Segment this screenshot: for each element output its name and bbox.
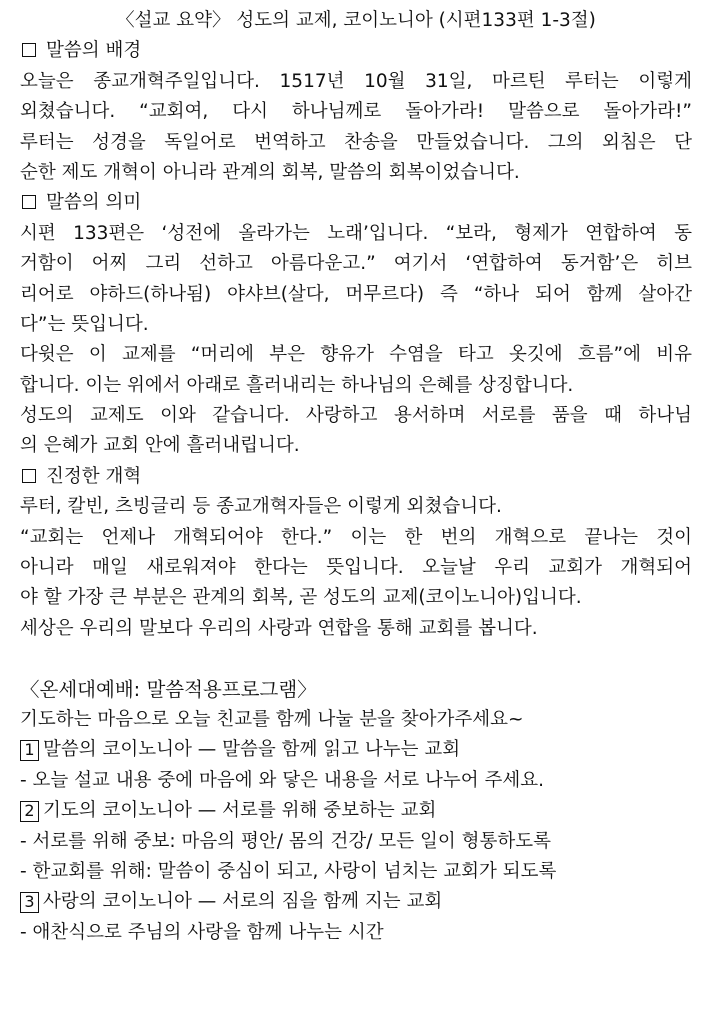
section-heading-label: 말씀의 배경 [46,40,142,62]
paragraph-line: 루터는 성경을 독일어로 번역하고 찬송을 만들었습니다. 그의 외침은 단 [20,131,692,153]
paragraph-line: 성도의 교제도 이와 같습니다. 사랑하고 용서하며 서로를 품을 때 하나님 [20,405,692,427]
program-item-label: 기도의 코이노니아 — 서로를 위해 중보하는 교회 [43,800,437,822]
paragraph-line: 시편 133편은 ‘성전에 올라가는 노래’입니다. “보라, 형제가 연합하여 동 [20,222,692,244]
paragraph-line: 순한 제도 개혁이 아니라 관계의 회복, 말씀의 회복이었습니다. [20,161,520,183]
section-heading-reformation [20,462,692,492]
program-item-label: 사랑의 코이노니아 — 서로의 짐을 함께 지는 교회 [43,891,443,913]
paragraph-line: 리어로 야하드(하나됨) 야샤브(살다, 머무르다) 즉 “하나 되어 함께 살아간 [20,283,692,305]
paragraph-line: 다윗은 이 교제를 “머리에 부은 향유가 수염을 타고 옷깃에 흐름”에 비유 [20,344,692,366]
paragraph-line: 세상은 우리의 말보다 우리의 사랑과 연합을 통해 교회를 봅니다. [20,617,538,639]
checkbox-square-icon [22,195,36,209]
number-box-icon: 2 [20,801,39,822]
program-item-detail: - 서로를 위해 중보: 마음의 평안/ 몸의 건강/ 모든 일이 형통하도록 [20,830,551,852]
paragraph-line: 의 은혜가 교회 안에 흘러내립니다. [20,435,300,457]
paragraph-line: 아니라 매일 새로워져야 한다는 뜻입니다. 오늘날 우리 교회가 개혁되어 [20,557,692,579]
paragraph-line: “교회는 언제나 개혁되어야 한다.” 이는 한 번의 개혁으로 끝나는 것이 [20,526,692,548]
program-item-2 [20,796,692,826]
checkbox-square-icon [22,43,36,57]
paragraph-line: 합니다. 이는 위에서 아래로 흘러내리는 하나님의 은혜를 상징합니다. [20,374,574,396]
program-item-1 [20,735,692,765]
paragraph-line: 야 할 가장 큰 부분은 관계의 회복, 곧 성도의 교제(코이노니아)입니다. [20,587,582,609]
program-item-label: 말씀의 코이노니아 — 말씀을 함께 읽고 나누는 교회 [43,739,461,761]
checkbox-square-icon [22,469,36,483]
program-title: 〈온세대예배: 말씀적용프로그램〉 [20,677,317,701]
program-intro: 기도하는 마음으로 오늘 친교를 함께 나눌 분을 찾아가주세요~ [20,708,524,730]
number-box-icon: 3 [20,892,39,913]
paragraph-line: 오늘은 종교개혁주일입니다. 1517년 10월 31일, 마르틴 루터는 이렇게 [20,70,692,92]
paragraph-line: 다”는 뜻입니다. [20,313,149,335]
section-heading-label: 말씀의 의미 [46,192,142,214]
paragraph-line: 루터, 칼빈, 츠빙글리 등 종교개혁자들은 이렇게 외쳤습니다. [20,496,502,518]
paragraph-line: 거함이 어찌 그리 선하고 아름다운고.” 여기서 ‘연합하여 동거함’은 히브 [20,253,692,275]
program-item-3 [20,887,692,917]
program-item-detail: - 애찬식으로 주님의 사랑을 함께 나누는 시간 [20,921,384,943]
section-heading-meaning [20,188,692,218]
number-box-icon: 1 [20,740,39,761]
page-title: 〈설교 요약〉 성도의 교제, 코이노니아 (시편133편 1-3절) [116,10,596,31]
paragraph-line: 외쳤습니다. “교회여, 다시 하나님께로 돌아가라! 말씀으로 돌아가라!” [20,101,692,123]
program-item-detail: - 한교회를 위해: 말씀이 중심이 되고, 사랑이 넘치는 교회가 되도록 [20,860,557,882]
section-heading-background [20,36,692,66]
section-heading-label: 진정한 개혁 [46,465,142,487]
spacer [20,644,692,674]
program-item-detail: - 오늘 설교 내용 중에 마음에 와 닿은 내용을 서로 나누어 주세요. [20,769,545,791]
